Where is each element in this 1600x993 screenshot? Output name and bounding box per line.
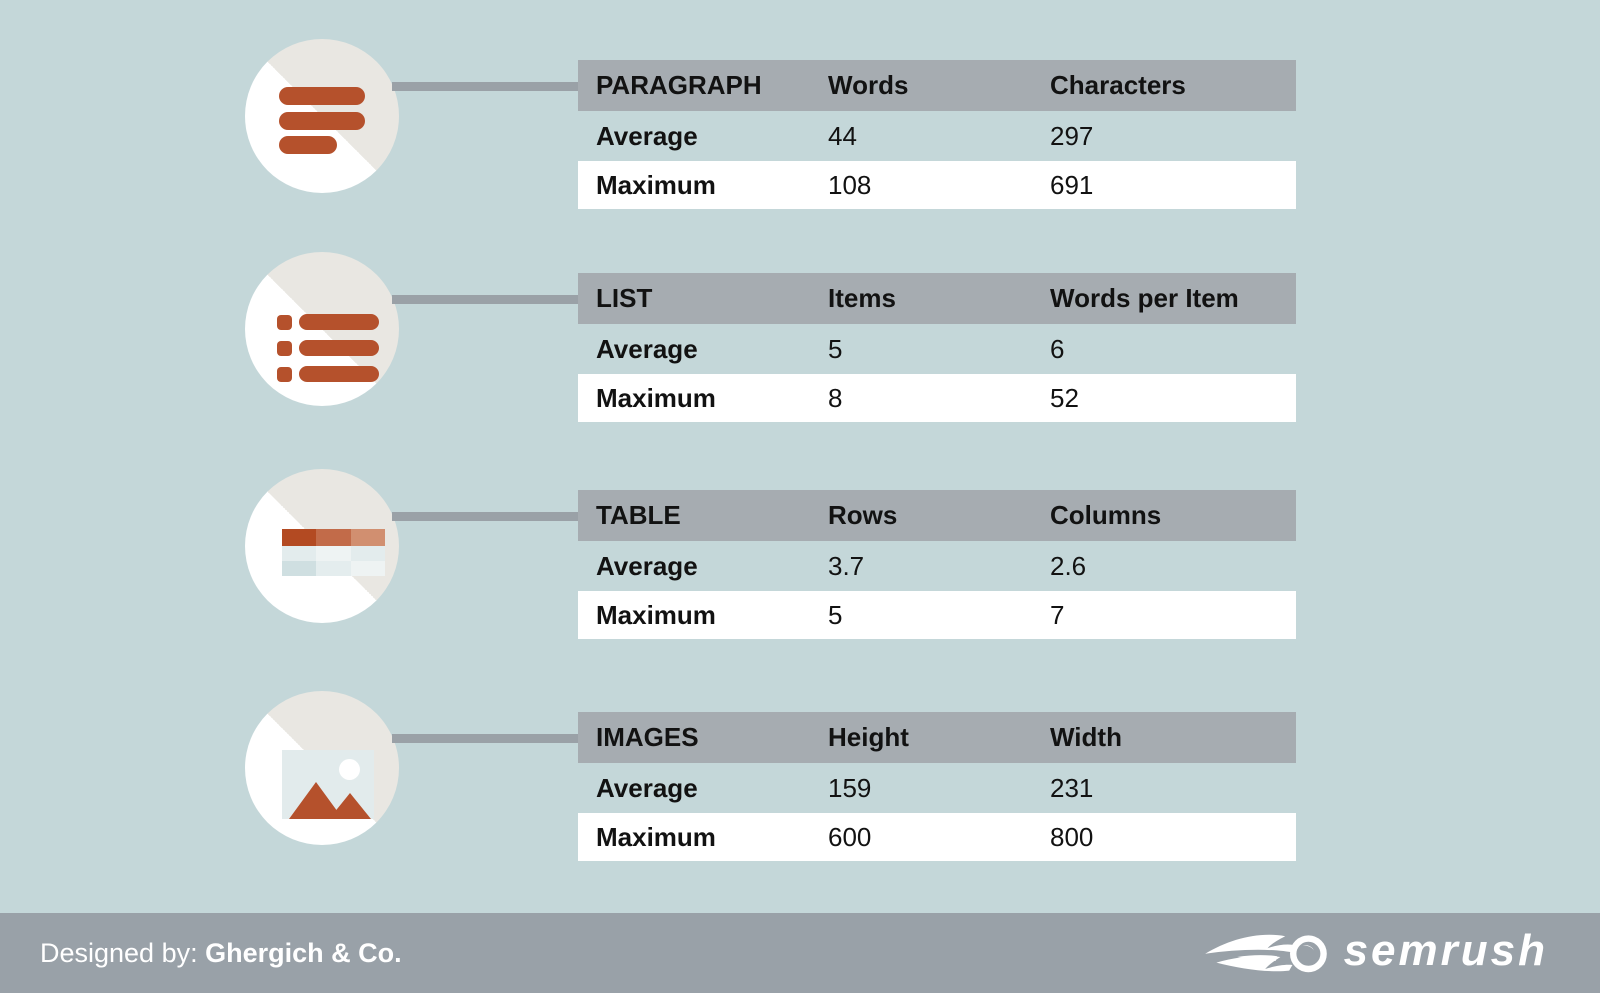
paragraph-icon-circle [245,39,399,193]
section-images [0,691,1600,867]
connector-line [392,512,582,521]
table-row-average [578,763,1296,813]
table-title: PARAGRAPH [596,70,762,100]
column-header: Columns [1050,500,1162,530]
cell-value: 5 [828,333,843,364]
table-header-row [578,712,1296,763]
section-list [0,252,1600,428]
column-header: Characters [1050,70,1186,100]
table-row-average [578,111,1296,161]
cell-value: 3.7 [828,550,865,581]
row-label: Maximum [596,169,716,200]
cell-value: 600 [828,821,872,852]
cell-value: 7 [1050,599,1065,630]
cell-value: 52 [1050,382,1079,413]
image-icon [282,750,374,819]
column-header: Items [828,283,896,313]
semrush-flame-icon [1202,925,1330,981]
connector-line [392,295,582,304]
table-title: TABLE [596,500,681,530]
image-icon-circle [245,691,399,845]
cell-value: 44 [828,120,857,151]
mountain-icon [329,793,371,819]
cell-value: 691 [1050,169,1094,200]
section-paragraph [0,39,1600,215]
cell-value: 8 [828,382,843,413]
row-label: Maximum [596,599,716,630]
cell-value: 2.6 [1050,550,1087,581]
credit-label: Designed by: [40,937,206,968]
table-row-maximum [578,813,1296,861]
section-table [0,469,1600,645]
cell-value: 231 [1050,772,1094,803]
row-label: Maximum [596,382,716,413]
connector-line [392,82,582,91]
table-row-maximum [578,161,1296,209]
semrush-logo [1202,925,1548,981]
row-label: Average [596,120,698,151]
cell-value: 159 [828,772,872,803]
table-row-maximum [578,374,1296,422]
row-label: Average [596,772,698,803]
table-title: LIST [596,283,653,313]
table-header-row [578,60,1296,111]
cell-value: 108 [828,169,872,200]
footer-bar [0,913,1600,993]
table-header-row [578,273,1296,324]
cell-value: 6 [1050,333,1065,364]
credit-name: Ghergich & Co. [205,937,402,968]
column-header: Width [1050,722,1122,752]
table-title: IMAGES [596,722,699,752]
column-header: Words [828,70,909,100]
paragraph-table [578,60,1296,209]
table-row-average [578,541,1296,591]
table-stats-table [578,490,1296,639]
connector-line [392,734,582,743]
table-icon-circle [245,469,399,623]
row-label: Maximum [596,821,716,852]
column-header: Rows [828,500,898,530]
table-icon [282,529,385,576]
row-label: Average [596,550,698,581]
images-table [578,712,1296,861]
list-icon-circle [245,252,399,406]
table-header-row [578,490,1296,541]
column-header: Words per Item [1050,283,1239,313]
table-row-maximum [578,591,1296,639]
sun-icon [339,759,360,780]
row-label: Average [596,333,698,364]
designer-credit [40,938,402,969]
list-icon [277,314,379,382]
cell-value: 800 [1050,821,1094,852]
table-row-average [578,324,1296,374]
cell-value: 297 [1050,120,1094,151]
semrush-logo-text: semrush [1343,926,1548,975]
list-table [578,273,1296,422]
column-header: Height [828,722,909,752]
cell-value: 5 [828,599,843,630]
